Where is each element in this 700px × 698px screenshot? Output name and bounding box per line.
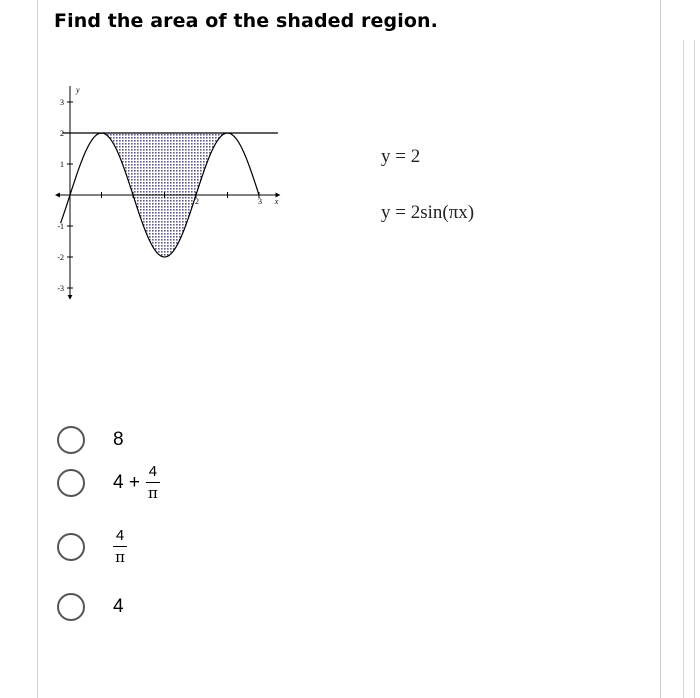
x-tick-label: 2 [195,197,199,206]
fraction-denominator: π [148,484,158,502]
fraction [113,528,127,565]
fraction-denominator: π [115,548,125,566]
option-label [113,429,124,451]
y-tick-label: 1 [60,160,64,169]
equation-sine: y = 2sin(πx) [381,202,475,223]
y-tick-label: -3 [57,284,64,293]
question-prompt: Find the area of the shaded region. [54,10,438,32]
y-axis-label: y [76,86,80,95]
radio-button[interactable] [57,593,85,621]
option-label [113,464,160,501]
graph [44,86,284,316]
y-tick-label: -2 [57,253,64,262]
option-a[interactable] [57,426,124,454]
option-label [113,528,127,565]
fraction [146,464,160,501]
fraction-numerator: 4 [115,527,125,544]
option-c[interactable] [57,528,127,565]
fraction-numerator: 4 [148,463,158,480]
radio-button[interactable] [57,426,85,454]
x-tick-label: 3 [258,197,262,206]
option-d[interactable] [57,593,124,621]
x-axis-label: x [274,197,279,206]
equation-line: y = 2 [381,146,421,167]
y-tick-label: -1 [57,222,64,231]
option-text: 4 + [113,471,140,493]
scrollbar-track[interactable] [683,40,695,698]
radio-button[interactable] [57,469,85,497]
radio-button[interactable] [57,533,85,561]
option-text: 4 [113,596,124,617]
option-text: 8 [113,429,124,450]
y-tick-label: 2 [60,129,64,138]
option-b[interactable] [57,464,160,501]
option-label [113,596,124,618]
y-tick-label: 3 [60,98,64,107]
